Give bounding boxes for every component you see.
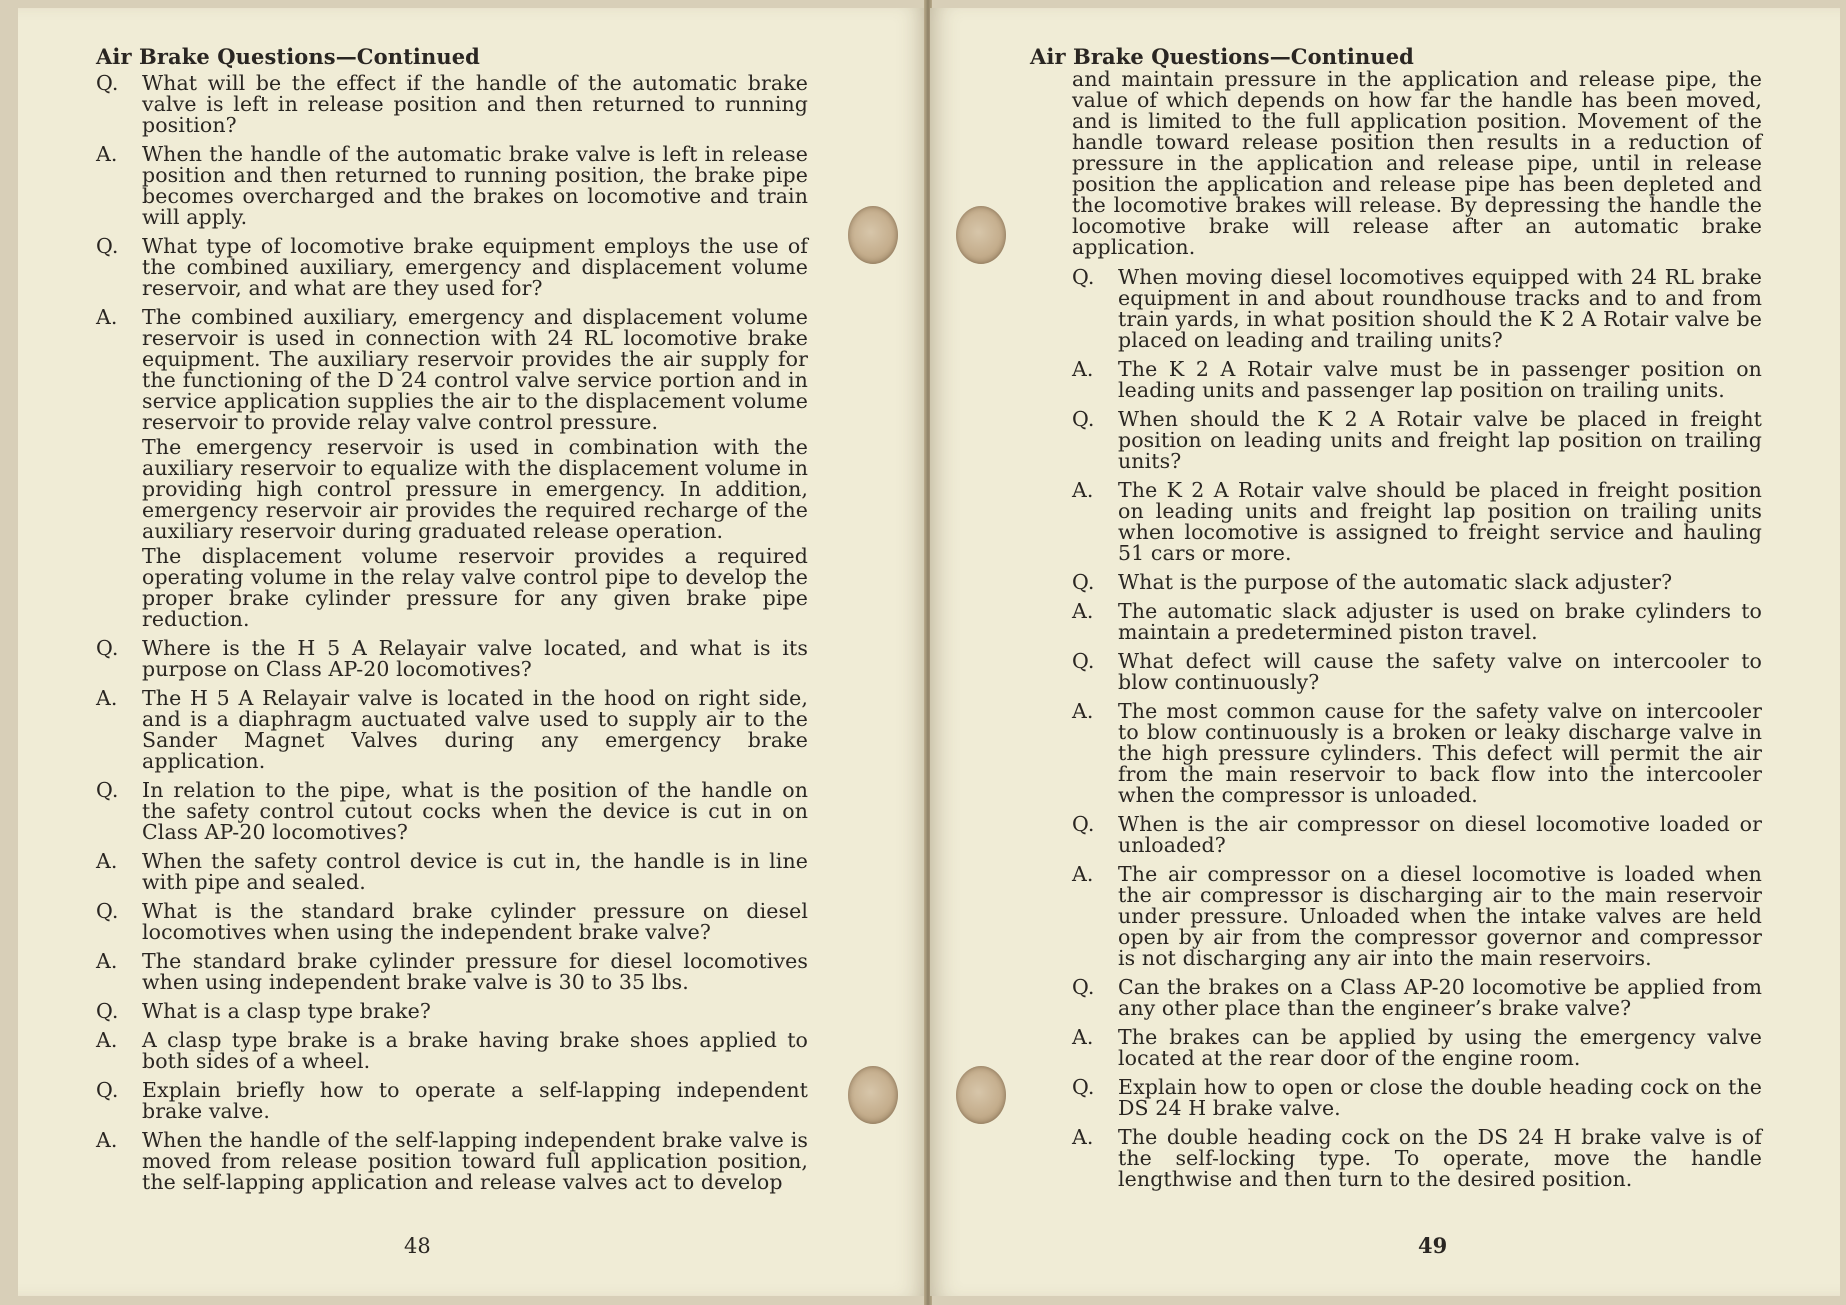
qa-paragraph: Explain briefly how to operate a self-lapping independent brake valve. (142, 1078, 808, 1123)
answer-item (96, 1030, 808, 1072)
qa-marker: A. (96, 686, 118, 710)
qa-text (142, 1080, 808, 1122)
answer-item (96, 951, 808, 993)
answer-item (1072, 1027, 1762, 1069)
qa-paragraph: A clasp type brake is a brake having brake shoes applied to both sides of a wheel. (142, 1028, 808, 1073)
qa-text (1118, 1027, 1762, 1069)
left-page-content (96, 46, 808, 1201)
question-item (1072, 814, 1762, 856)
right-page (930, 8, 1840, 1296)
answer-item (1072, 1127, 1762, 1190)
qa-marker: A. (1072, 357, 1094, 381)
qa-marker: A. (1072, 862, 1094, 886)
qa-marker: Q. (1072, 649, 1095, 673)
qa-text (142, 951, 808, 993)
qa-paragraph: When should the K 2 A Rotair valve be placed in freight position on leading units and freight lap position on trailing units? (1118, 407, 1762, 473)
qa-list (96, 73, 808, 1193)
qa-paragraph: The air compressor on a diesel locomotive is loaded when the air compressor is discharging air to the main reservoir under pressure. Unloaded when the intake valves are held open by air from the compressor governor and compressor is not discharging any air into the main reservoirs. (1118, 862, 1762, 970)
qa-marker: Q. (96, 999, 119, 1023)
qa-text (142, 144, 808, 228)
qa-text (1118, 409, 1762, 472)
qa-marker: A. (1072, 599, 1094, 623)
qa-paragraph: The most common cause for the safety valve on intercooler to blow continuously is a broken or leaky discharge valve in the high pressure cylinders. This defect will permit the air from the main reservoir to back flow into the intercooler when the compressor is unloaded. (1118, 699, 1762, 807)
qa-marker: A. (96, 1028, 118, 1052)
qa-paragraph: The K 2 A Rotair valve should be placed in freight position on leading units and freight lap position on trailing units when locomotive is assigned to freight service and hauling 51 cars or more. (1118, 478, 1762, 565)
qa-paragraph: In relation to the pipe, what is the position of the handle on the safety control cutout cocks when the device is cut in on Class AP-20 locomotives? (142, 778, 808, 844)
left-page (18, 8, 926, 1296)
qa-text (142, 638, 808, 680)
qa-text (1118, 651, 1762, 693)
page-number: 49 (1418, 1233, 1448, 1258)
question-item (1072, 409, 1762, 472)
qa-text (142, 688, 808, 772)
qa-text (1118, 359, 1762, 401)
qa-marker: Q. (1072, 265, 1095, 289)
answer-item (96, 307, 808, 630)
qa-paragraph: Can the brakes on a Class AP-20 locomotive be applied from any other place than the engineer’s brake valve? (1118, 975, 1762, 1020)
qa-marker: A. (96, 142, 118, 166)
qa-paragraph: When the safety control device is cut in, the handle is in line with pipe and sealed. (142, 849, 808, 894)
binder-hole (848, 206, 898, 264)
qa-paragraph: The automatic slack adjuster is used on brake cylinders to maintain a predetermined piston travel. (1118, 599, 1762, 644)
qa-paragraph: What will be the effect if the handle of the automatic brake valve is left in release position and then returned to running position? (142, 71, 808, 137)
qa-text (142, 236, 808, 299)
qa-paragraph: When the handle of the automatic brake valve is left in release position and then returned to running position, the brake pipe becomes overcharged and the brakes on locomotive and train will apply. (142, 142, 808, 229)
page-header: Air Brake Questions—Continued (96, 44, 480, 69)
qa-text (1118, 480, 1762, 564)
answer-item (96, 1130, 808, 1193)
qa-paragraph: When moving diesel locomotives equipped with 24 RL brake equipment in and about roundhouse tracks and to and from train yards, in what position should the K 2 A Rotair valve be placed on leading and trailing units? (1118, 265, 1762, 352)
question-item (96, 73, 808, 136)
qa-marker: Q. (96, 71, 119, 95)
qa-text (142, 901, 808, 943)
binder-hole (956, 1066, 1006, 1124)
binder-hole (848, 1066, 898, 1124)
question-item (96, 1080, 808, 1122)
answer-item (1072, 601, 1762, 643)
qa-marker: Q. (96, 899, 119, 923)
qa-text (1118, 814, 1762, 856)
qa-marker: A. (96, 305, 118, 329)
qa-marker: A. (1072, 478, 1094, 502)
qa-paragraph: What is a clasp type brake? (142, 999, 431, 1023)
qa-paragraph: The standard brake cylinder pressure for diesel locomotives when using independent brake valve is 30 to 35 lbs. (142, 949, 808, 994)
qa-marker: Q. (96, 1078, 119, 1102)
qa-paragraph: The brakes can be applied by using the emergency valve located at the rear door of the engine room. (1118, 1025, 1762, 1070)
question-item (1072, 651, 1762, 693)
qa-text (142, 1130, 808, 1193)
qa-text (1118, 267, 1762, 351)
qa-marker: Q. (1072, 812, 1095, 836)
question-item (96, 780, 808, 843)
qa-text (142, 780, 808, 843)
page-header: Air Brake Questions—Continued (1030, 44, 1414, 69)
qa-text (1118, 864, 1762, 969)
question-item (96, 236, 808, 299)
question-item (96, 1001, 808, 1022)
qa-text (1118, 701, 1762, 806)
answer-item (1072, 701, 1762, 806)
question-item (96, 901, 808, 943)
qa-marker: A. (96, 1128, 118, 1152)
question-item (1072, 977, 1762, 1019)
qa-marker: A. (96, 849, 118, 873)
qa-text (142, 1001, 808, 1022)
qa-paragraph: The combined auxiliary, emergency and displacement volume reservoir is used in connection with 24 RL locomotive brake equipment. The auxiliary reservoir provides the air supply for the functioning of the D 24 control valve service portion and in service application supplies the air to the displacement volume reservoir to provide relay valve control pressure. (142, 305, 808, 434)
qa-paragraph: Explain how to open or close the double heading cock on the DS 24 H brake valve. (1118, 1075, 1762, 1120)
qa-marker: A. (1072, 699, 1094, 723)
qa-text (142, 1030, 808, 1072)
qa-paragraph: The H 5 A Relayair valve is located in the hood on right side, and is a diaphragm auctuated valve used to supply air to the Sander Magnet Valves during any emergency brake application. (142, 686, 808, 773)
page-number: 48 (404, 1234, 431, 1258)
answer-item (1072, 864, 1762, 969)
answer-item (1072, 480, 1762, 564)
qa-text (142, 307, 808, 630)
qa-marker: A. (1072, 1125, 1094, 1149)
question-item (1072, 572, 1762, 593)
qa-text (1118, 572, 1762, 593)
qa-text (1118, 601, 1762, 643)
qa-marker: Q. (96, 778, 119, 802)
qa-list (1072, 267, 1762, 1190)
qa-paragraph: When is the air compressor on diesel locomotive loaded or unloaded? (1118, 812, 1762, 857)
qa-marker: Q. (1072, 570, 1095, 594)
qa-text (1118, 977, 1762, 1019)
qa-text (142, 73, 808, 136)
qa-paragraph: What type of locomotive brake equipment employs the use of the combined auxiliary, emergency and displacement volume reservoir, and what are they used for? (142, 234, 808, 300)
qa-marker: Q. (96, 636, 119, 660)
answer-item (96, 851, 808, 893)
qa-marker: Q. (96, 234, 119, 258)
qa-paragraph: The double heading cock on the DS 24 H brake valve is of the self-locking type. To operate, move the handle lengthwise and then turn to the desired position. (1118, 1125, 1762, 1191)
qa-marker: A. (96, 949, 118, 973)
qa-paragraph: Where is the H 5 A Relayair valve located, and what is its purpose on Class AP-20 locomotives? (142, 636, 808, 681)
answer-item (1072, 359, 1762, 401)
qa-marker: Q. (1072, 975, 1095, 999)
binder-hole (956, 206, 1006, 264)
question-item (1072, 267, 1762, 351)
qa-paragraph: The K 2 A Rotair valve must be in passenger position on leading units and passenger lap position on trailing units. (1118, 357, 1762, 402)
qa-paragraph: When the handle of the self-lapping independent brake valve is moved from release position toward full application position, the self-lapping application and release valves act to develop (142, 1128, 808, 1194)
qa-text (1118, 1077, 1762, 1119)
qa-marker: A. (1072, 1025, 1094, 1049)
qa-marker: Q. (1072, 1075, 1095, 1099)
question-item (96, 638, 808, 680)
question-item (1072, 1077, 1762, 1119)
answer-item (96, 688, 808, 772)
qa-text (1118, 1127, 1762, 1190)
right-page-content (1030, 44, 1762, 1198)
qa-marker: Q. (1072, 407, 1095, 431)
qa-paragraph: What is the purpose of the automatic slack adjuster? (1118, 570, 1673, 594)
qa-paragraph: The emergency reservoir is used in combination with the auxiliary reservoir to equalize with the displacement volume in providing high control pressure in emergency. In addition, emergency reservoir air provides the required recharge of the auxiliary reservoir during graduated release operation. (142, 435, 808, 543)
qa-text (142, 851, 808, 893)
qa-paragraph: The displacement volume reservoir provides a required operating volume in the relay valve control pipe to develop the proper brake cylinder pressure for any given brake pipe reduction. (142, 544, 808, 631)
answer-item (96, 144, 808, 228)
qa-paragraph: What is the standard brake cylinder pressure on diesel locomotives when using the independent brake valve? (142, 899, 808, 944)
qa-paragraph: What defect will cause the safety valve on intercooler to blow continuously? (1118, 649, 1762, 694)
continued-answer: and maintain pressure in the application and release pipe, the value of which depends on how far the handle has been moved, and is limited to the full application position. Movement of the handle toward release position then results in a reduction of pressure in the application and release pipe, until in release position the application and release pipe has been depleted and the locomotive brakes will release. By depressing the handle the locomotive brake will release after an automatic brake application. (1072, 67, 1762, 259)
